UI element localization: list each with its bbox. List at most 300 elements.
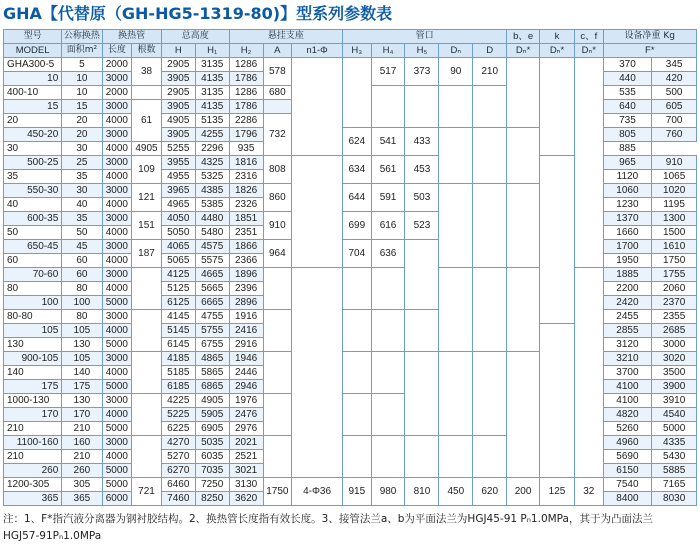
cell-weight-b: 3900 [652,380,697,394]
cell-H4: 636 [371,240,405,268]
cell-k [540,58,575,156]
cell-n1phi [292,268,343,478]
table-body [4,58,697,506]
cell-H3 [343,268,372,310]
cell-H1: 4255 [195,128,229,142]
cell-H: 5065 [161,254,195,268]
cell-weight-a: 3700 [603,366,652,380]
header-DN: Dₙ [439,44,473,58]
cell-model: 550-30 [4,184,62,198]
cell-n1phi [292,156,343,268]
cell-H: 5125 [161,282,195,296]
cell-model: 260 [4,464,62,478]
cell-A: 578 [263,58,292,86]
cell-H1: 6755 [195,338,229,352]
cell-model: 365 [4,492,62,506]
cell-H3 [343,310,372,352]
cell-n1phi [292,58,343,156]
cell-H: 3905 [161,72,195,86]
cell-model: 60 [4,254,62,268]
cell-model: 20 [4,114,62,128]
page-title: GHA【代替原（GH-HG5-1319-80)】型系列参数表 [3,4,393,23]
cell-model: 100 [4,296,62,310]
cell-weight-b: 345 [652,58,697,72]
cell-be [507,184,540,268]
cell-H1: 5255 [161,142,195,156]
cell-H4: 517 [371,58,405,86]
cell-H4: 616 [371,212,405,240]
cell-H5: 523 [405,212,439,240]
cell-length: 4000 [102,170,132,184]
cell-weight-b: 1610 [652,240,697,254]
cell-area: 130 [62,394,102,408]
cell-weight-b: 8030 [652,492,697,506]
cell-area: 30 [62,184,102,198]
header-weight: 设备净重 Kg [603,30,696,44]
cell-H3: 624 [343,128,372,156]
cell-weight-b: 3910 [652,394,697,408]
cell-H1: 8250 [195,492,229,506]
cell-area: 130 [62,338,102,352]
cell-area: 10 [62,72,102,86]
cell-area: 45 [62,240,102,254]
cell-H1: 4865 [195,352,229,366]
cell-length: 4000 [102,450,132,464]
cell-model: 140 [4,366,62,380]
header-area-2: 面积m² [62,44,102,58]
cell-H: 6145 [161,338,195,352]
cell-D [473,184,507,268]
cell-weight-a: 535 [603,86,652,100]
cell-H5: 453 [405,156,439,184]
header-c-sub: Dₙ* [574,44,603,58]
cell-DN [439,86,473,128]
cell-DN [439,436,473,478]
cell-area: 365 [62,492,102,506]
header-H4: H₄ [371,44,405,58]
cell-weight-a: 3210 [603,352,652,366]
cell-weight-b: 605 [652,100,697,114]
cell-weight-a: 2420 [603,296,652,310]
cell-count: 187 [132,240,162,268]
cell-H1: 5575 [195,254,229,268]
cell-weight-b: 910 [652,156,697,170]
cell-DN: 90 [439,58,473,86]
cell-count: 38 [132,58,162,86]
cell-area: 105 [62,352,102,366]
cell-weight-a: 4100 [603,380,652,394]
cell-H5 [405,310,439,352]
cell-H5 [405,436,439,478]
cell-H1: 5135 [195,114,229,128]
cell-count [132,436,162,478]
cell-H2: 2416 [229,324,263,338]
cell-area: 210 [62,422,102,436]
cell-H2: 2316 [229,170,263,184]
cell-area: 80 [62,282,102,296]
cell-count: 121 [132,184,162,212]
table-row [4,58,697,72]
cell-weight-b: 420 [652,72,697,86]
cell-H3: 699 [343,212,372,240]
cell-H2: 1976 [229,394,263,408]
header-A: A [263,44,292,58]
parameter-table [3,29,697,506]
cell-weight-b: 1755 [652,268,697,282]
cell-H2: 2296 [195,142,229,156]
cell-DN [439,184,473,268]
cell-length: 4000 [102,226,132,240]
cell-H4 [371,352,405,394]
cell-area: 35 [62,212,102,226]
cell-weight-b: 2355 [652,310,697,324]
cell-A: 910 [263,212,292,240]
cell-length: 4000 [102,114,132,128]
cell-H: 4185 [161,352,195,366]
cell-weight-b: 2685 [652,324,697,338]
cell-H2: 2976 [229,422,263,436]
cell-weight-a: 5260 [603,422,652,436]
cell-k [540,324,575,478]
cell-H2: 2446 [229,366,263,380]
cell-count [132,268,162,310]
cell-weight-a: 1230 [603,198,652,212]
cell-be [507,58,540,128]
cell-A [263,352,292,394]
cell-D [473,128,507,184]
cell-A [263,310,292,352]
cell-H: 4065 [161,240,195,254]
cell-H: 5145 [161,324,195,338]
cell-area: 105 [62,324,102,338]
cell-model: 170 [4,408,62,422]
cell-H5: 433 [405,128,439,156]
cell-length: 3000 [102,184,132,198]
cell-cf [574,268,603,478]
cell-length: 3000 [102,72,132,86]
cell-model: 50 [4,226,62,240]
cell-area: 170 [62,408,102,422]
cell-model: 80-80 [4,310,62,324]
cell-length: 3000 [102,212,132,226]
cell-length: 5000 [102,296,132,310]
footnote-line-1: 注：1、F*指汽液分离器为钢衬胶结构。2、换热管长度指有效长度。3、接管法兰a、b为平面法兰为HGJ45-91 Pₙ1.0MPa，其于为凸面法兰 [3,513,653,525]
cell-count [132,86,162,100]
table-row [4,478,697,492]
cell-H2: 3620 [229,492,263,506]
cell-count [132,310,162,352]
cell-model: 80 [4,282,62,296]
header-length: 长度 [102,44,132,58]
cell-H1: 7035 [195,464,229,478]
cell-model: 650-45 [4,240,62,254]
cell-H5 [405,240,439,310]
header-be: b、e [507,30,540,44]
cell-area: 50 [62,226,102,240]
cell-H2: 1896 [229,268,263,282]
cell-be [507,128,540,184]
cell-H: 5270 [161,450,195,464]
cell-H2: 2351 [229,226,263,240]
cell-length: 4000 [102,282,132,296]
cell-area: 30 [62,142,102,156]
cell-H2: 2286 [229,114,263,128]
cell-H3 [343,58,372,128]
cell-H: 4270 [161,436,195,450]
cell-H: 6460 [161,478,195,492]
header-cf: c、f [574,30,603,44]
cell-H3: 704 [343,240,372,268]
header-tube: 换热管 [102,30,161,44]
cell-length: 5000 [102,338,132,352]
cell-H1: 6905 [195,422,229,436]
cell-H: 5185 [161,366,195,380]
header-n1phi: n1-Φ [292,44,343,58]
header-height: 总高度 [161,30,229,44]
cell-H2: 1826 [229,184,263,198]
cell-area: 15 [62,100,102,114]
cell-length: 5000 [102,464,132,478]
cell-H1: 5325 [195,170,229,184]
cell-weight-a: 2855 [603,324,652,338]
cell-weight-a: 370 [603,58,652,72]
cell-length: 4000 [102,366,132,380]
cell-A: 1750 [263,478,292,506]
cell-A [263,268,292,310]
cell-model: 600-35 [4,212,62,226]
cell-model: 1100-160 [4,436,62,450]
cell-H1: 5865 [195,366,229,380]
cell-area: 25 [62,156,102,170]
cell-H1: 6035 [195,450,229,464]
cell-H: 4965 [161,198,195,212]
cell-weight-a: 1700 [603,240,652,254]
cell-model: 40 [4,198,62,212]
cell-area: 60 [62,254,102,268]
cell-D [473,352,507,436]
cell-area: 260 [62,464,102,478]
cell-H3 [343,394,372,436]
cell-count [132,394,162,436]
cell-weight-a: 4960 [603,436,652,450]
cell-DN [439,352,473,436]
cell-weight-a: 805 [603,128,652,142]
cell-length: 3000 [102,240,132,254]
cell-H4: 980 [371,478,405,506]
cell-H1: 5905 [195,408,229,422]
cell-weight-a: 1885 [603,268,652,282]
cell-weight-a: 1060 [603,184,652,198]
cell-area: 160 [62,436,102,450]
cell-length: 3000 [102,156,132,170]
header-H1: H₁ [195,44,229,58]
cell-cf: 32 [574,478,603,506]
cell-H2: 1866 [229,240,263,254]
cell-H2: 2366 [229,254,263,268]
cell-weight-b: 3020 [652,352,697,366]
cell-model: 130 [4,338,62,352]
cell-model: 10 [4,72,62,86]
cell-weight-b: 7165 [652,478,697,492]
cell-weight-b: 2370 [652,296,697,310]
cell-weight-a: 1120 [603,170,652,184]
cell-weight-b: 1300 [652,212,697,226]
cell-weight-a: 735 [603,114,652,128]
cell-H: 4225 [161,394,195,408]
cell-weight-b: 885 [603,142,652,156]
cell-model: 400-10 [4,86,62,100]
cell-model: 210 [4,422,62,436]
cell-H2: 2946 [229,380,263,394]
cell-H4 [371,268,405,310]
cell-weight-a: 4100 [603,394,652,408]
cell-H2: 1786 [229,72,263,86]
cell-weight-a: 4820 [603,408,652,422]
cell-D [473,86,507,128]
cell-count: 721 [132,478,162,506]
cell-H2: 2521 [229,450,263,464]
cell-be: 200 [507,478,540,506]
cell-H: 5225 [161,408,195,422]
cell-D: 210 [473,58,507,86]
cell-area: 40 [62,198,102,212]
cell-H2: 2021 [229,436,263,450]
cell-model: 15 [4,100,62,114]
cell-length: 5000 [102,422,132,436]
cell-H2: 1916 [229,310,263,324]
cell-weight-a: 1660 [603,226,652,240]
cell-H: 6125 [161,296,195,310]
cell-area: 305 [62,478,102,492]
cell-area: 140 [62,366,102,380]
cell-model: 175 [4,380,62,394]
cell-length: 3000 [102,310,132,324]
cell-H3: 634 [343,156,372,184]
cell-H4: 591 [371,184,405,212]
cell-weight-b: 3000 [652,338,697,352]
header-k: k [540,30,575,44]
cell-length: 4000 [102,142,132,156]
cell-area: 35 [62,170,102,184]
cell-weight-a: 2200 [603,282,652,296]
cell-H: 7460 [161,492,195,506]
cell-model: 210 [4,450,62,464]
cell-H3: 644 [343,184,372,212]
cell-DN [439,128,473,184]
cell-H4: 561 [371,156,405,184]
cell-weight-b: 2060 [652,282,697,296]
cell-count: 109 [132,156,162,184]
cell-weight-b: 500 [652,86,697,100]
cell-H: 4125 [161,268,195,282]
cell-length: 2000 [102,58,132,72]
cell-H4 [371,436,405,478]
header-H3: H₃ [343,44,372,58]
cell-A [263,394,292,436]
cell-A: 680 [263,86,292,100]
cell-H2: 2396 [229,282,263,296]
header-k-sub: Dₙ* [540,44,575,58]
cell-weight-a: 6150 [603,464,652,478]
cell-count: 151 [132,212,162,240]
cell-k: 125 [540,478,575,506]
cell-H2: 1786 [229,100,263,114]
cell-H: 6185 [161,380,195,394]
cell-k [540,156,575,324]
cell-H1: 3135 [195,86,229,100]
cell-H1: 4135 [195,72,229,86]
cell-H2: 1851 [229,212,263,226]
cell-H2: 3130 [229,478,263,492]
cell-weight-b: 1750 [652,254,697,268]
cell-H2: 1946 [229,352,263,366]
cell-H5: 810 [405,478,439,506]
cell-count [132,352,162,394]
cell-H2: 3021 [229,464,263,478]
cell-model: GHA300-5 [4,58,62,72]
cell-area: 20 [62,114,102,128]
cell-H5: 373 [405,58,439,86]
header-H: H [161,44,195,58]
footnote-line-2: HGJ57-91Pₙ1.0MPa [3,530,102,542]
cell-H2: 1286 [229,86,263,100]
cell-weight-a: 8400 [603,492,652,506]
cell-A [263,436,292,478]
cell-model: 900-105 [4,352,62,366]
cell-H: 4905 [132,142,162,156]
cell-H1: 6665 [195,296,229,310]
cell-length: 4000 [102,198,132,212]
cell-D [473,436,507,478]
cell-weight-b: 5430 [652,450,697,464]
cell-H2: 2476 [229,408,263,422]
cell-H: 4905 [161,114,195,128]
cell-weight-a: 640 [603,100,652,114]
table-row [4,268,697,282]
cell-H: 5050 [161,226,195,240]
cell-model: 1000-130 [4,394,62,408]
cell-D: 620 [473,478,507,506]
cell-H1: 4665 [195,268,229,282]
cell-be [507,268,540,352]
cell-weight-a: 3120 [603,338,652,352]
cell-length: 5000 [102,478,132,492]
cell-length: 3000 [102,100,132,114]
cell-A: 732 [263,114,292,156]
cell-weight-b: 1020 [652,184,697,198]
cell-H1: 3135 [195,58,229,72]
cell-H1: 5480 [195,226,229,240]
cell-area: 10 [62,86,102,100]
cell-H1: 4905 [195,394,229,408]
cell-H3 [343,352,372,394]
cell-H1: 5755 [195,324,229,338]
cell-length: 3000 [102,268,132,282]
cell-H4 [371,394,405,436]
cell-H1: 4385 [195,184,229,198]
cell-length: 4000 [102,254,132,268]
cell-H1: 5665 [195,282,229,296]
cell-model: 105 [4,324,62,338]
cell-H1: 4135 [195,100,229,114]
cell-H4 [371,86,405,128]
cell-H4: 541 [371,128,405,156]
cell-weight-a: 7540 [603,478,652,492]
cell-area: 100 [62,296,102,310]
header-D: D [473,44,507,58]
cell-length: 3000 [102,128,132,142]
cell-weight-b: 1195 [652,198,697,212]
